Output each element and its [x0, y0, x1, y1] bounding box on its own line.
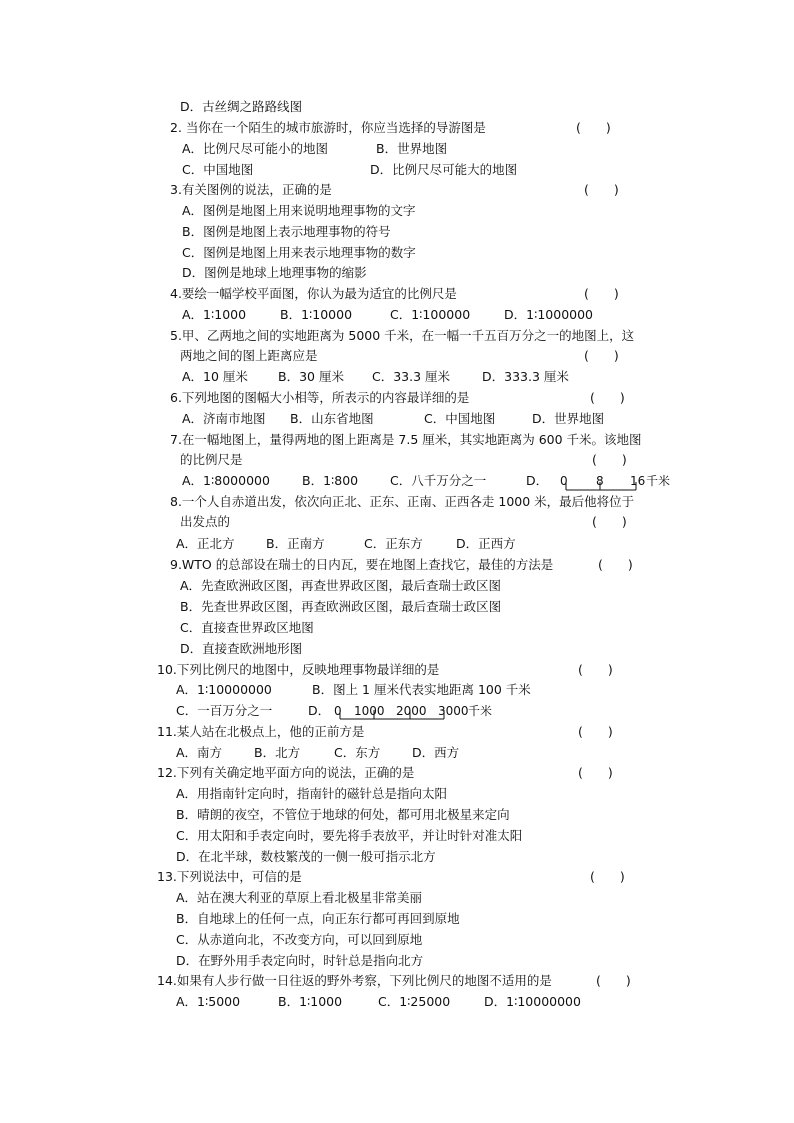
- q7-answer-paren[interactable]: ( ): [592, 452, 627, 467]
- q10-answer-paren[interactable]: ( ): [578, 662, 613, 677]
- q7-stem-line2: 的比例尺是: [180, 452, 243, 467]
- q6-option-d: D．世界地图: [532, 411, 605, 426]
- q6-option-b: B．山东省地图: [290, 411, 374, 426]
- q13-option-c: C．从赤道向北，不改变方向，可以回到原地: [176, 932, 423, 947]
- q3-answer-paren[interactable]: ( ): [584, 182, 619, 197]
- q6-answer-paren[interactable]: ( ): [590, 390, 625, 405]
- q9-answer-paren[interactable]: ( ): [598, 557, 633, 572]
- q9-option-c: C．直接查世界政区地图: [180, 620, 314, 635]
- q11-option-d: D．西方: [412, 745, 460, 760]
- q5-option-b: B．30 厘米: [278, 369, 344, 384]
- q11-option-c: C．东方: [334, 745, 381, 760]
- q7-scale-unit: 千米: [646, 474, 671, 488]
- q4-option-a: A．1∶1000: [182, 307, 247, 322]
- q8-stem-line1: 8.一个人自赤道出发，依次向正北、正东、正南、正西各走 1000 米，最后他将位于: [170, 494, 635, 509]
- q7-scale-tick-0: 0: [560, 474, 568, 488]
- q7-scale-tick-8: 8: [596, 474, 604, 488]
- q5-option-a: A．10 厘米: [182, 369, 248, 384]
- q4-answer-paren[interactable]: ( ): [584, 286, 619, 301]
- q14-answer-paren[interactable]: ( ): [596, 973, 631, 988]
- q10-scale-tick-0: 0: [334, 704, 342, 718]
- q11-stem: 11.某人站在北极点上，他的正前方是: [157, 724, 365, 739]
- q2-answer-paren[interactable]: ( ): [576, 120, 611, 135]
- q7-option-b: B．1∶800: [302, 473, 359, 488]
- q13-stem: 13.下列说法中，可信的是: [157, 869, 302, 884]
- q2-option-c: C．中国地图: [182, 162, 254, 177]
- q3-option-c: C．图例是地图上用来表示地理事物的数字: [182, 245, 416, 260]
- q9-option-a: A．先查欧洲政区图，再查世界政区图，最后查瑞士政区图: [180, 578, 502, 593]
- q14-option-b: B．1∶1000: [278, 994, 343, 1009]
- q10-scale-tick-2000: 2000: [396, 704, 427, 718]
- q14-stem: 14.如果有人步行做一日往返的野外考察，下列比例尺的地图不适用的是: [157, 973, 552, 988]
- q2-option-b: B．世界地图: [376, 141, 448, 156]
- q2-option-d: D．比例尺尽可能大的地图: [370, 162, 518, 177]
- q5-option-c: C．33.3 厘米: [372, 369, 451, 384]
- q11-answer-paren[interactable]: ( ): [578, 724, 613, 739]
- q10-stem: 10.下列比例尺的地图中，反映地理事物最详细的是: [157, 662, 440, 677]
- q2-stem: 2. 当你在一个陌生的城市旅游时，你应当选择的导游图是: [170, 120, 486, 135]
- q9-stem: 9.WTO 的总部设在瑞士的日内瓦，要在地图上查找它，最佳的方法是: [170, 557, 554, 572]
- q10-scale-tick-1000: 1000: [354, 704, 385, 718]
- q5-stem-line2: 两地之间的图上距离应是: [180, 348, 318, 363]
- q12-option-c: C．用太阳和手表定向时，要先将手表放平，并让时针对准太阳: [176, 828, 523, 843]
- q8-option-d: D．正西方: [456, 536, 516, 551]
- q14-option-c: C．1∶25000: [378, 994, 451, 1009]
- q12-stem: 12.下列有关确定地平面方向的说法，正确的是: [157, 765, 415, 780]
- q7-scale-tick-16: 16: [630, 474, 646, 488]
- q7-line-scale-bar: [560, 478, 644, 494]
- q13-option-b: B．自地球上的任何一点，向正东行都可再回到原地: [176, 911, 460, 926]
- q8-option-c: C．正东方: [364, 536, 423, 551]
- q4-option-d: D．1∶1000000: [504, 307, 594, 322]
- q9-option-b: B．先查世界政区图，再查欧洲政区图，最后查瑞士政区图: [180, 599, 502, 614]
- q12-option-b: B．晴朗的夜空，不管位于地球的何处，都可用北极星来定向: [176, 807, 510, 822]
- q9-option-d: D．直接查欧洲地形图: [180, 641, 303, 656]
- q14-option-d: D．1∶10000000: [484, 994, 581, 1009]
- q13-answer-paren[interactable]: ( ): [590, 869, 625, 884]
- q10-line-scale-bar: [334, 708, 454, 722]
- q4-option-c: C．1∶100000: [390, 307, 471, 322]
- q5-stem-line1: 5.甲、乙两地之间的实地距离为 5000 千米，在一幅一千五百万分之一的地图上，这: [170, 328, 635, 343]
- q12-option-a: A．用指南针定向时，指南针的磁针总是指向太阳: [176, 786, 448, 801]
- q7-option-a: A．1∶8000000: [182, 473, 270, 488]
- q10-scale-unit: 千米: [468, 704, 493, 718]
- q7-option-d: D．: [526, 473, 549, 488]
- q12-answer-paren[interactable]: ( ): [578, 765, 613, 780]
- q13-option-a: A．站在澳大利亚的草原上看北极星非常美丽: [176, 890, 423, 905]
- q3-option-a: A．图例是地图上用来说明地理事物的文字: [182, 203, 416, 218]
- q10-option-d: D．: [308, 703, 331, 718]
- q10-scale-tick-3000: 3000: [438, 704, 469, 718]
- q13-option-d: D．在野外用手表定向时，时针总是指向北方: [176, 953, 424, 968]
- q11-option-b: B．北方: [254, 745, 301, 760]
- q12-option-d: D．在北半球，数枝繁茂的一侧一般可指示北方: [176, 849, 436, 864]
- q10-option-a: A．1∶10000000: [176, 682, 272, 697]
- q10-option-c: C．一百万分之一: [176, 703, 273, 718]
- q6-option-c: C．中国地图: [424, 411, 496, 426]
- q5-option-d: D．333.3 厘米: [482, 369, 569, 384]
- q6-option-a: A．济南市地图: [182, 411, 266, 426]
- q1-option-d: D．古丝绸之路路线图: [180, 99, 303, 114]
- q8-stem-line2: 出发点的: [180, 514, 231, 529]
- q3-stem: 3.有关图例的说法，正确的是: [170, 182, 332, 197]
- q6-stem: 6.下列地图的图幅大小相等，所表示的内容最详细的是: [170, 390, 470, 405]
- q10-option-b: B．图上 1 厘米代表实地距离 100 千米: [312, 682, 531, 697]
- q8-answer-paren[interactable]: ( ): [592, 514, 627, 529]
- q8-option-a: A．正北方: [176, 536, 235, 551]
- q7-stem-line1: 7.在一幅地图上，量得两地的图上距离是 7.5 厘米，其实地距离为 600 千米。该地图: [170, 432, 642, 447]
- q4-stem: 4.要绘一幅学校平面图，你认为最为适宜的比例尺是: [170, 286, 457, 301]
- q8-option-b: B．正南方: [266, 536, 325, 551]
- q11-option-a: A．南方: [176, 745, 223, 760]
- q2-option-a: A．比例尺尽可能小的地图: [182, 141, 329, 156]
- q4-option-b: B．1∶10000: [280, 307, 353, 322]
- q7-option-c: C．八千万分之一: [390, 473, 487, 488]
- q14-option-a: A．1∶5000: [176, 994, 241, 1009]
- q3-option-d: D．图例是地球上地理事物的缩影: [182, 265, 367, 280]
- q3-option-b: B．图例是地图上表示地理事物的符号: [182, 224, 391, 239]
- q5-answer-paren[interactable]: ( ): [584, 348, 619, 363]
